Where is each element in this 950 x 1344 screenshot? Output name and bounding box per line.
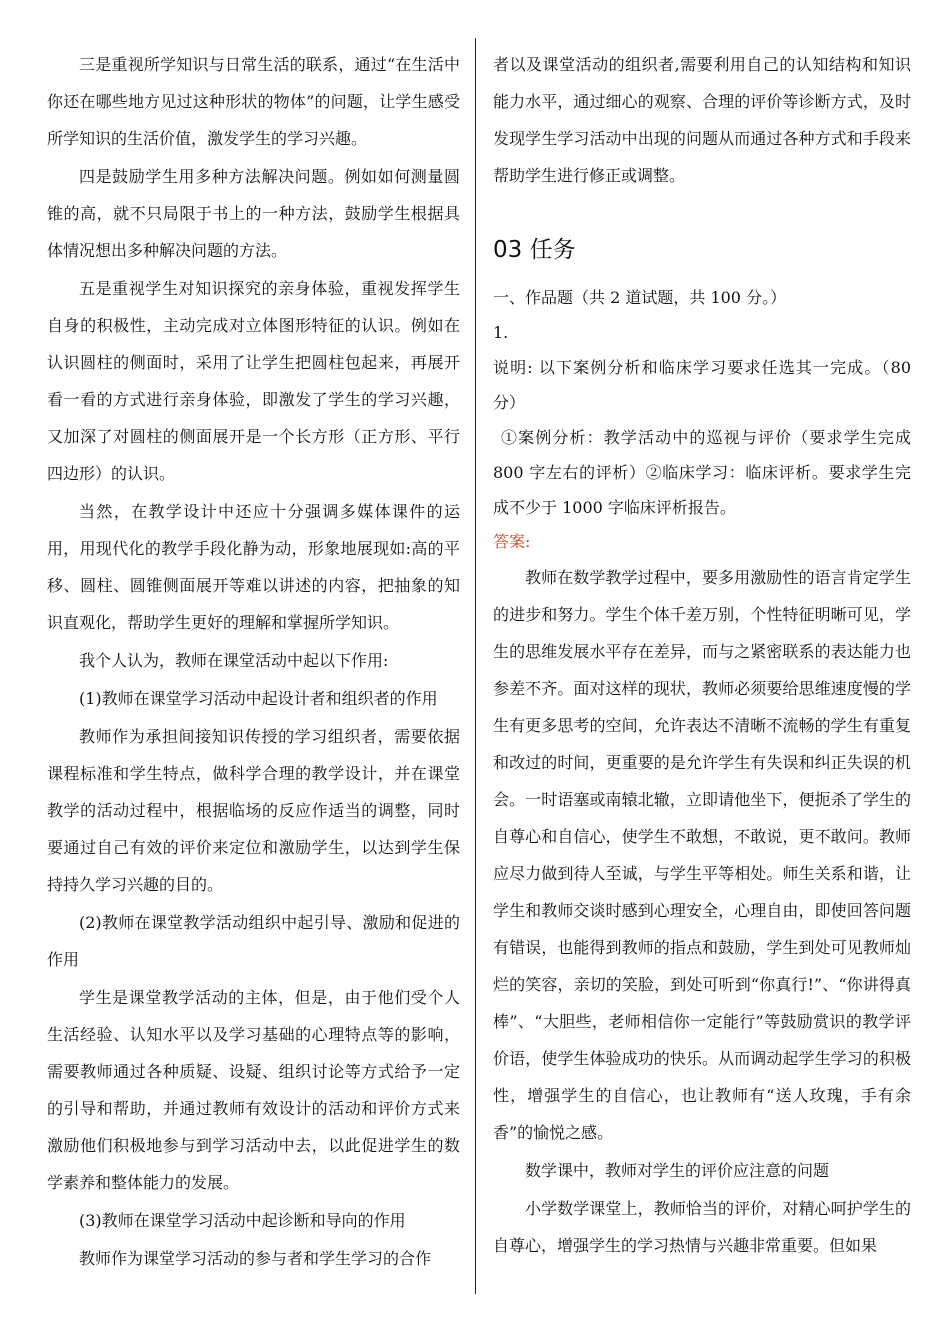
question-options: ①案例分析：教学活动中的巡视与评价（要求学生完成 800 字左右的评析）②临床学习：临床评析。要求学生完成不少于 1000 字临床评析报告。: [493, 428, 911, 517]
paragraph: 当然，在教学设计中还应十分强调多媒体课件的运用，用现代化的教学手段化静为动，形象地展现如:高的平移、圆柱、圆锥侧面展开等难以讲述的内容，把抽象的知识直观化，帮助学生更好的理解和掌握所学知识。: [47, 502, 460, 632]
answer-paragraph: 小学数学课堂上，教师恰当的评价，对精心呵护学生的自尊心，增强学生的学习热情与兴趣非常重要。但如果: [493, 1199, 911, 1255]
question-description: 说明: 以下案例分析和临床学习要求任选其一完成。（80 分）: [493, 358, 911, 412]
continuation-paragraph: 者以及课堂活动的组织者,需要利用自己的认知结构和知识能力水平，通过细心的观察、合理的评价等诊断方式，及时发现学生学习活动中出现的问题从而通过各种方式和手段来帮助学生进行修正或调整。: [493, 55, 911, 185]
column-divider: [475, 38, 476, 1294]
paragraph: 教师作为课堂学习活动的参与者和学生学习的合作: [79, 1249, 432, 1268]
question-number: 1.: [493, 323, 509, 342]
question-header: 一、作品题（共 2 道试题，共 100 分。）: [493, 288, 787, 307]
paragraph: 学生是课堂教学活动的主体，但是，由于他们受个人生活经验、认知水平以及学习基础的心理特点等的影响，需要教师通过各种质疑、设疑、组织讨论等方式给予一定的引导和帮助，并通过教师有效设计的活动和评价方式来激励他们积极地参与到学习活动中去，以此促进学生的数学素养和整体能力的发展。: [47, 988, 460, 1192]
left-column: [47, 46, 460, 1277]
subheading: (2)教师在课堂教学活动组织中起引导、激励和促进的作用: [47, 913, 460, 969]
paragraph: 三是重视所学知识与日常生活的联系，通过“在生活中你还在哪些地方见过这种形状的物体”的问题，让学生感受所学知识的生活价值，激发学生的学习兴趣。: [47, 55, 460, 148]
right-column: [493, 46, 911, 1264]
subheading: (3)教师在课堂学习活动中起诊断和导向的作用: [79, 1211, 406, 1230]
subheading: (1)教师在课堂学习活动中起设计者和组织者的作用: [79, 689, 438, 708]
answer-label: 答案:: [493, 532, 531, 551]
paragraph: 我个人认为，教师在课堂活动中起以下作用:: [79, 651, 389, 670]
answer-subheading: 数学课中，教师对学生的评价应注意的问题: [525, 1161, 830, 1180]
paragraph: 教师作为承担间接知识传授的学习组织者，需要依据课程标准和学生特点，做科学合理的教学设计，并在课堂教学的活动过程中，根据临场的反应作适当的调整，同时要通过自己有效的评价来定位和激励学生，以达到学生保持持久学习兴趣的目的。: [47, 727, 460, 894]
paragraph: 五是重视学生对知识探究的亲身体验，重视发挥学生自身的积极性，主动完成对立体图形特征的认识。例如在认识圆柱的侧面时，采用了让学生把圆柱包起来，再展开看一看的方式进行亲身体验，即激发了学生的学习兴趣，又加深了对圆柱的侧面展开是一个长方形（正方形、平行四边形）的认识。: [47, 279, 460, 483]
answer-paragraph: 教师在数学教学过程中，要多用激励性的语言肯定学生的进步和努力。学生个体千差万别，个性特征明晰可见，学生的思维发展水平存在差异，而与之紧密联系的表达能力也参差不齐。面对这样的现状，教师必须要给思维速度慢的学生有更多思考的空间，允许表达不清晰不流畅的学生有重复和改过的时间，更重要的是允许学生有失误和纠正失误的机会。一时语塞或南辕北辙，立即请他坐下，便扼杀了学生的自尊心和自信心，使学生不敢想，不敢说，更不敢问。教师应尽力做到待人至诚，与学生平等相处。师生关系和谐，让学生和教师交谈时感到心理安全，心理自由，即使回答问题有错误，也能得到教师的指点和鼓励，学生到处可见教师灿烂的笑容，亲切的笑脸，到处可听到“你真行!”、“你讲得真棒”、“大胆些，老师相信你一定能行”等鼓励赏识的教学评价语，使学生体验成功的快乐。从而调动起学生学习的积极性，增强学生的自信心，也让教师有“送人玫瑰，手有余香”的愉悦之感。: [493, 568, 911, 1142]
section-heading: 03 任务: [493, 237, 576, 263]
paragraph: 四是鼓励学生用多种方法解决问题。例如如何测量圆锥的高，就不只局限于书上的一种方法，鼓励学生根据具体情况想出多种解决问题的方法。: [47, 167, 460, 260]
